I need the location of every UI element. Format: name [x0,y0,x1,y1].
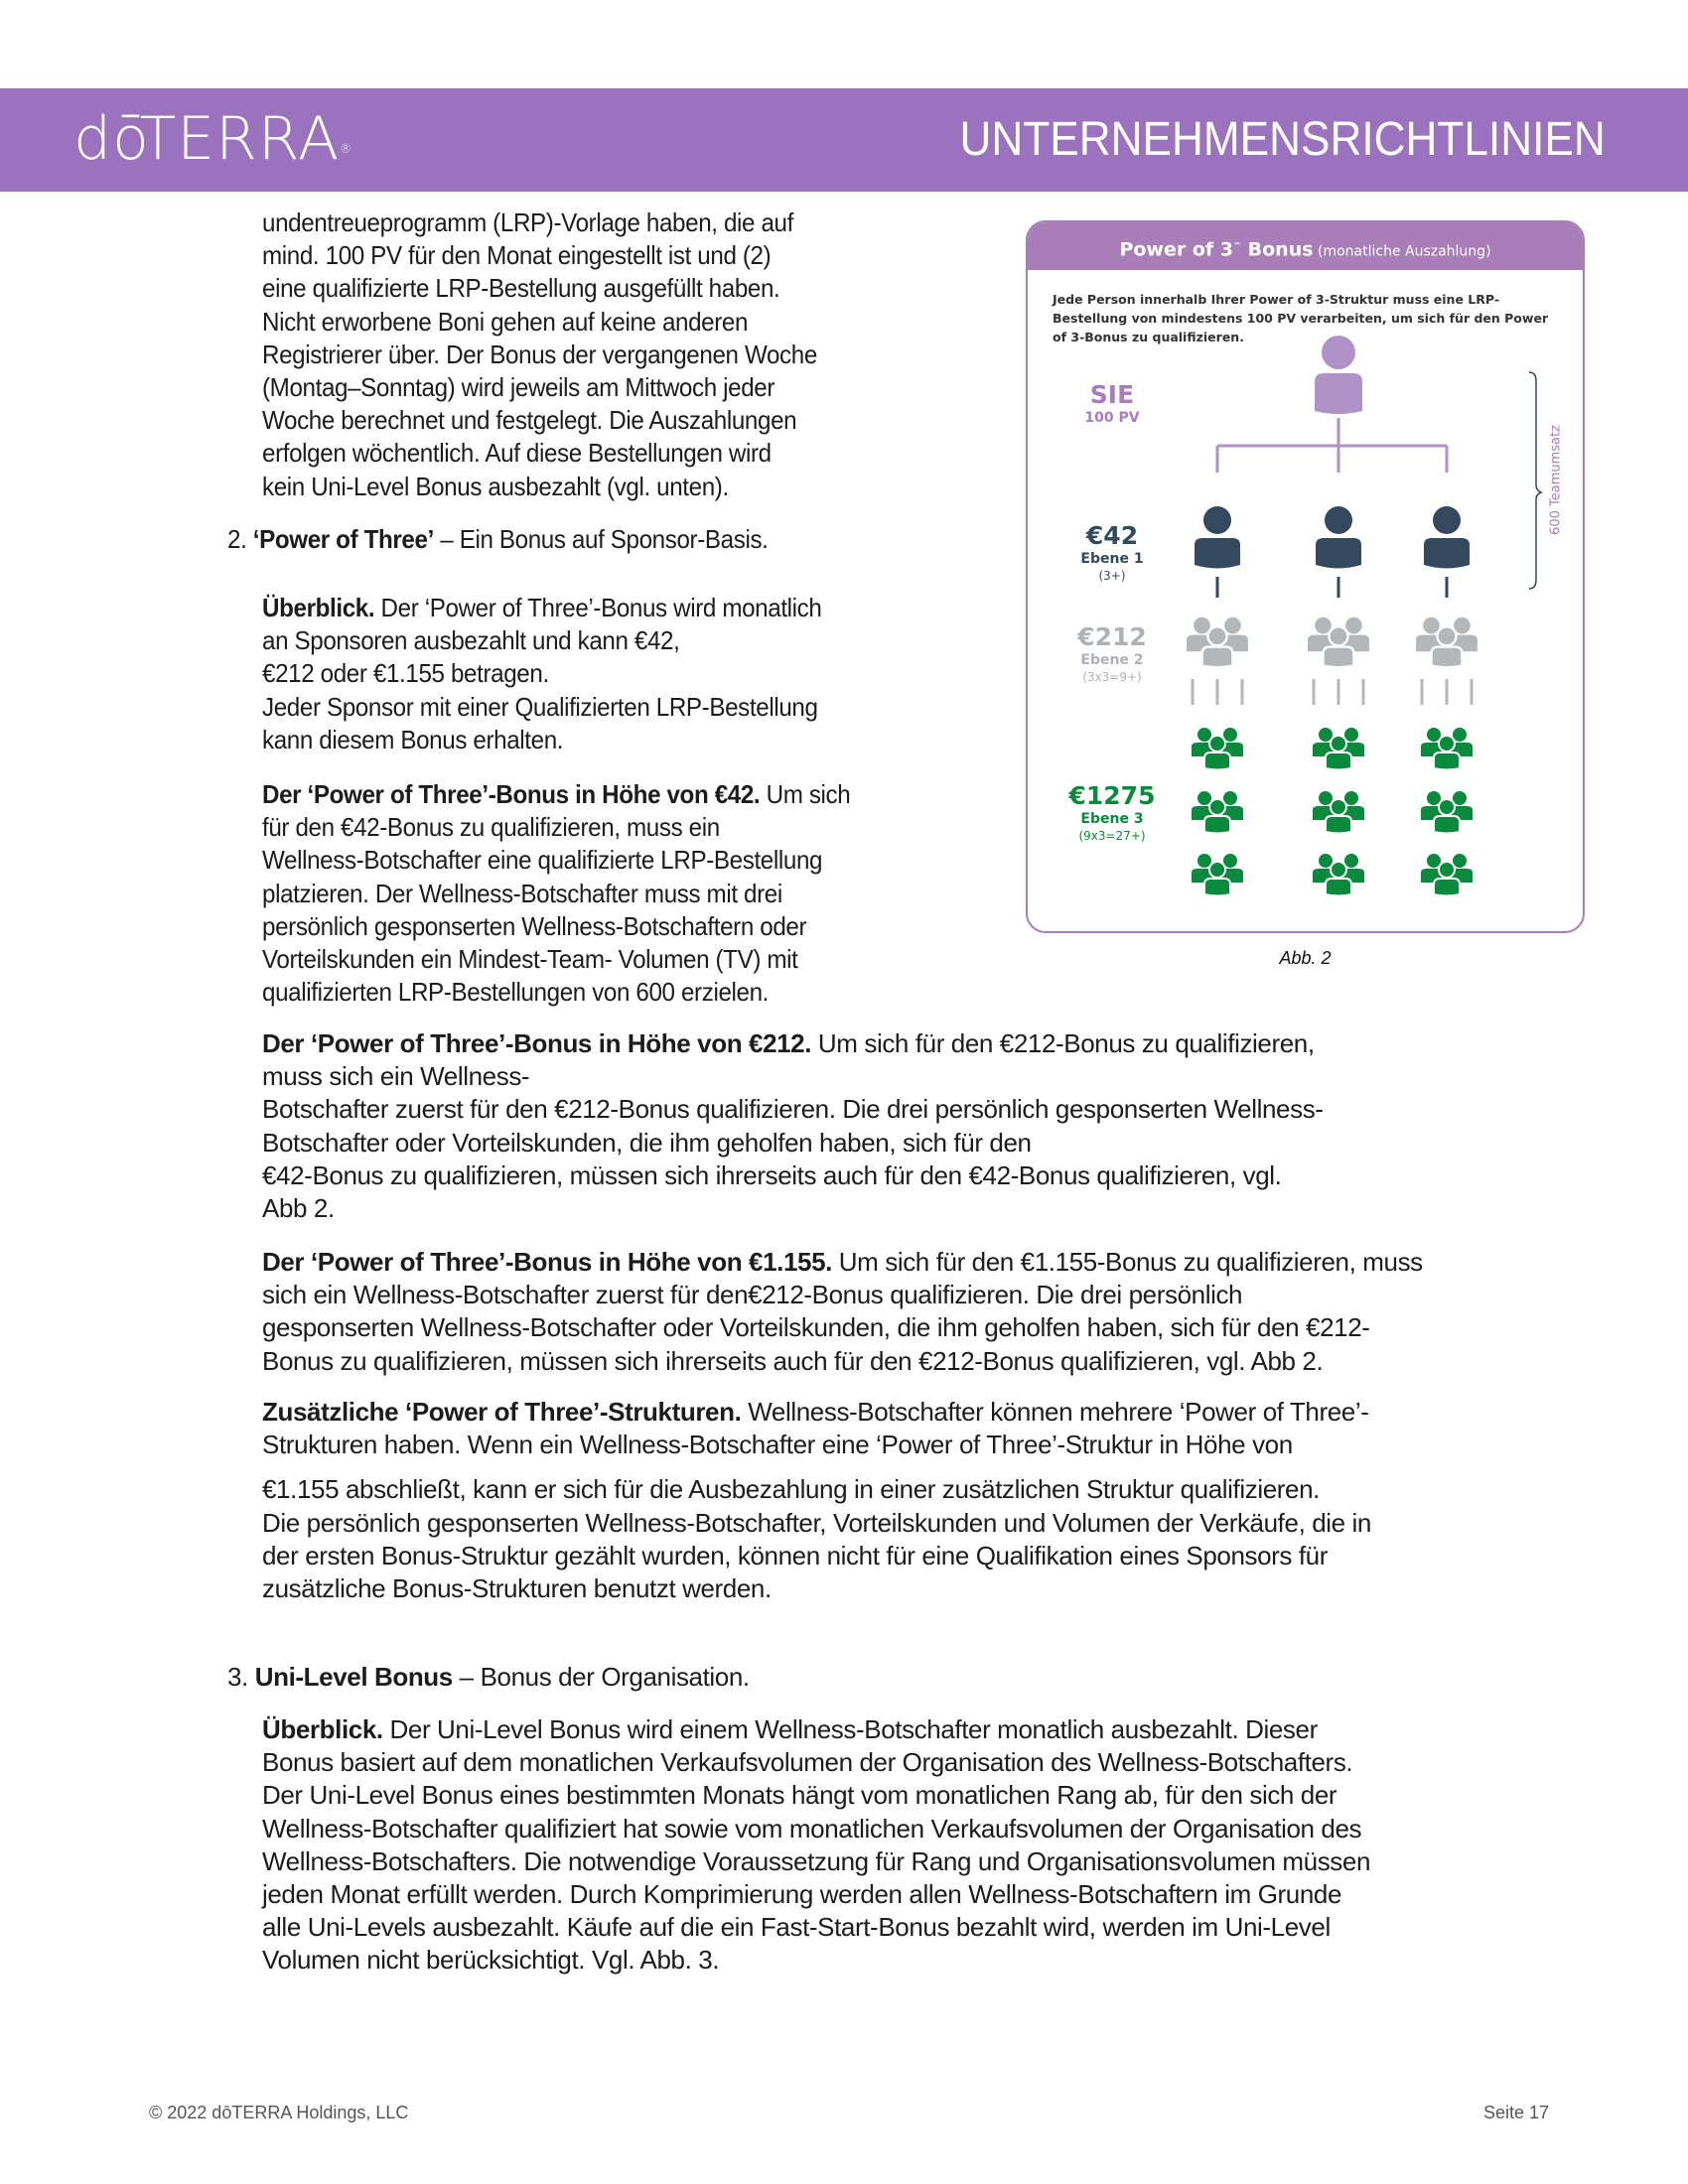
list-item-3-heading: 3. Uni-Level Bonus – Bonus der Organisation. [227,1662,750,1692]
doterra-logo: dōTERRA® [73,104,353,174]
bonus-42-paragraph: Der ‘Power of Three’-Bonus in Höhe von €42. Um sich für den €42-Bonus zu qualifizieren, muss ein Wellness-Botschafter eine qualifizierte LRP-Bestellung platzieren. Der Wellness-Botschafter muss mit drei persönlich gesponserten Wellness-Botschaftern oder Vorteilskunden ein Mindest-Team- Volumen (TV) mit qualifizierten LRP-Bestellungen von 600 erzielen. [262,779,851,1008]
level-2-connectors [1217,577,1447,598]
unilevel-overview-paragraph: Überblick. Der Uni-Level Bonus wird einem Wellness-Botschafter monatlich ausbezahlt. Dieser Bonus basiert auf dem monatlichen Verkaufsvolumen der Organisation des Wellness-Botschafters. Der Uni-Level Bonus eines bestimmten Monats hängt vom monatlichen Rang ab, für den sich der Wellness-Botschafter qualifiziert hat sowie vom monatlichen Verkaufsvolumen der Organisation des Wellness-Botschafters. Die notwendige Voraussetzung für Rang und Organisationsvolumen müssen jeden Monat erfüllt werden. Durch Komprimierung werden allen Wellness-Botschaftern im Grunde alle Uni-Levels ausbezahlt. Käufe auf die ein Fast-Start-Bonus bezahlt wird, werden im Uni-Level Volumen nicht berücksichtigt. Vgl. Abb. 3. [262,1714,1371,1976]
unilevel-overview-label: Überblick. [262,1714,383,1744]
intro-paragraph: undentreueprogramm (LRP)-Vorlage haben, die auf mind. 100 PV für den Monat eingestellt ist und (2) eine qualifizierte LRP-Bestellung ausgefüllt haben. Nicht erworbene Boni gehen auf keine anderen Registrierer über. Der Bonus der vergangenen Woche (Montag–Sonntag) wird jeweils am Mittwoch jeder Woche berechnet und festgelegt. Die Auszahlungen erfolgen wöchentlich. Auf diese Bestellungen wird kein Uni-Level Bonus ausbezahlt (vgl. unten). [262,207,817,501]
overview-label: Überblick. [262,593,375,622]
overview-paragraph: Überblick. Der ‘Power of Three’-Bonus wird monatlich an Sponsoren ausbezahlt und kann €42, €212 oder €1.155 betragen. Jeder Sponsor mit einer Qualifizierten LRP-Bestellung kann diesem Bonus erhalten. [262,593,822,754]
bonus-1155-paragraph: Der ‘Power of Three’-Bonus in Höhe von €1.155. Um sich für den €1.155-Bonus zu qualifizieren, muss sich ein Wellness-Botschafter zuerst für den€212-Bonus qualifizieren. Die drei persönlich gesponserten Wellness-Botschafter oder Vorteilskunden, die ihm geholfen haben, sich für den €212- Bonus zu qualifizieren, müssen sich ihrerseits auch für den €212-Bonus qualifizieren, vgl. Abb 2. [262,1247,1423,1376]
brace-icon [1529,372,1541,589]
bonus-42-label: Der ‘Power of Three’-Bonus in Höhe von €42. [262,779,761,809]
list-item-2-heading: 2. ‘Power of Three’ – Ein Bonus auf Sponsor-Basis. [227,524,769,554]
bonus-1155-label: Der ‘Power of Three’-Bonus in Höhe von €1.155. [262,1247,832,1277]
level-1-connectors [1217,418,1447,473]
level-you: SIE 100 PV [1084,380,1140,426]
bonus-212-label: Der ‘Power of Three’-Bonus in Höhe von €212. [262,1028,812,1058]
figure-title: Power of 3™ Bonus (monatliche Auszahlung) [1028,222,1583,270]
list-number: 3. [227,1662,248,1692]
item-title: Uni-Level Bonus [254,1662,453,1692]
level-1-label: €42 Ebene 1 (3+) [1080,521,1144,583]
footer-page-number: Seite 17 [1482,2103,1549,2122]
figure-description: Jede Person innerhalb Ihrer Power of 3-Struktur muss eine LRP-Bestellung von mindestens 100 PV verarbeiten, um sich für den Power of 3-Bonus zu qualifizieren. [1053,292,1549,344]
level-3-group-icons [1192,728,1473,896]
additional-structures-paragraph: Zusätzliche ‘Power of Three’-Strukturen. Wellness-Botschafter können mehrere ‘Power of Three’- Strukturen haben. Wenn ein Wellness-Botschafter eine ‘Power of Three’-Struktur in Höhe von €1.155 abschließt, kann er sich für die Ausbezahlung in einer zusätzlichen Struktur qualifizieren. Die persönlich gesponserten Wellness-Botschafter, Vorteilskunden und Volumen der Verkäufe, die in der ersten Bonus-Struktur gezählt wurden, können nicht für eine Qualifikation eines Sponsors für zusätzliche Bonus-Strukturen benutzt werden. [262,1397,1371,1604]
team-volume-label: 600 Teamumsatz [1548,425,1564,535]
org-tree-diagram [1028,222,1585,933]
level-3-connectors [1193,679,1472,705]
page-title: UNTERNEHMENSRICHTLINIEN [959,113,1606,166]
level-1-person-icons [1195,506,1470,569]
additional-structures-label: Zusätzliche ‘Power of Three’-Strukturen. [262,1397,742,1427]
figure-caption: Abb. 2 [1279,948,1332,968]
level-3-label: €1275 Ebene 3 (9x3=27+) [1068,781,1156,843]
level-2-group-icons [1187,617,1477,668]
bonus-212-paragraph: Der ‘Power of Three’-Bonus in Höhe von €212. Um sich für den €212-Bonus zu qualifizieren, muss sich ein Wellness- Botschafter zuerst für den €212-Bonus qualifizieren. Die drei persönlich gesponserten Wellness- Botschafter oder Vorteilskunden, die ihm geholfen haben, sich für den €42-Bonus zu qualifizieren, müssen sich ihrerseits auch für den €42-Bonus qualifizieren, vgl. Abb 2. [262,1028,1324,1224]
header-bar [0,88,1688,192]
you-person-icon [1315,336,1362,414]
footer-copyright: © 2022 dōTERRA Holdings, LLC [149,2103,409,2122]
level-2-label: €212 Ebene 2 (3x3=9+) [1077,622,1147,684]
list-number: 2. [227,524,247,554]
power-of-3-figure [1026,220,1585,933]
item-title: ‘Power of Three’ [252,524,434,554]
